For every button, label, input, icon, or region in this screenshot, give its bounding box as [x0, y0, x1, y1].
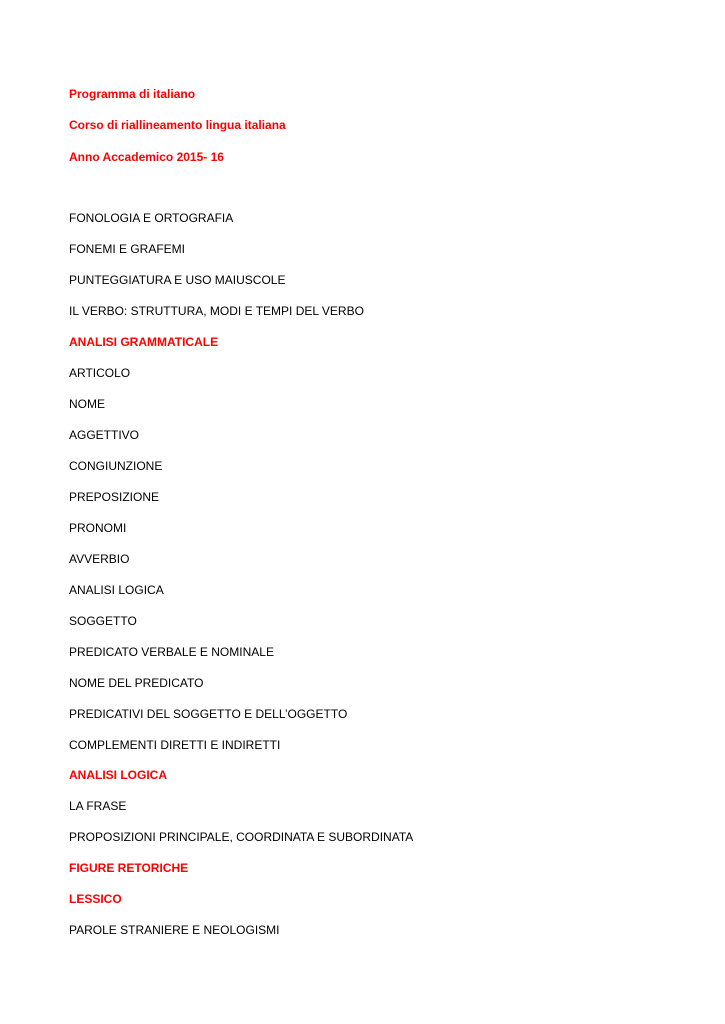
program-item-punteggiatura: PUNTEGGIATURA E USO MAIUSCOLE: [69, 273, 286, 287]
program-item-fonologia: FONOLOGIA E ORTOGRAFIA: [69, 211, 234, 225]
program-item-predicativi: PREDICATIVI DEL SOGGETTO E DELL’OGGETTO: [69, 707, 348, 721]
section-heading-lessico: LESSICO: [69, 892, 122, 906]
program-item-preposizione: PREPOSIZIONE: [69, 490, 160, 504]
academic-year: Anno Accademico 2015- 16: [69, 150, 224, 164]
program-item-predicato: PREDICATO VERBALE E NOMINALE: [69, 645, 274, 659]
program-item-soggetto: SOGGETTO: [69, 614, 137, 628]
section-heading-figure-retoriche: FIGURE RETORICHE: [69, 861, 189, 875]
program-item-frase: LA FRASE: [69, 799, 127, 813]
program-item-fonemi: FONEMI E GRAFEMI: [69, 242, 186, 256]
section-heading-analisi-grammaticale: ANALISI GRAMMATICALE: [69, 335, 219, 349]
program-item-analisi-logica: ANALISI LOGICA: [69, 583, 164, 597]
program-item-parole-straniere: PAROLE STRANIERE E NEOLOGISMI: [69, 923, 280, 937]
section-heading-analisi-logica: ANALISI LOGICA: [69, 768, 167, 782]
program-item-congiunzione: CONGIUNZIONE: [69, 459, 163, 473]
program-item-avverbio: AVVERBIO: [69, 552, 130, 566]
program-item-articolo: ARTICOLO: [69, 366, 131, 380]
program-item-nome-predicato: NOME DEL PREDICATO: [69, 676, 204, 690]
document-title: Programma di italiano: [69, 87, 196, 101]
course-name: Corso di riallineamento lingua italiana: [69, 118, 286, 132]
program-item-aggettivo: AGGETTIVO: [69, 428, 140, 442]
program-item-verbo: IL VERBO: STRUTTURA, MODI E TEMPI DEL VERBO: [69, 304, 364, 318]
program-item-pronomi: PRONOMI: [69, 521, 127, 535]
program-item-nome: NOME: [69, 397, 105, 411]
program-item-proposizioni: PROPOSIZIONI PRINCIPALE, COORDINATA E SUBORDINATA: [69, 830, 414, 844]
program-item-complementi: COMPLEMENTI DIRETTI E INDIRETTI: [69, 738, 281, 752]
